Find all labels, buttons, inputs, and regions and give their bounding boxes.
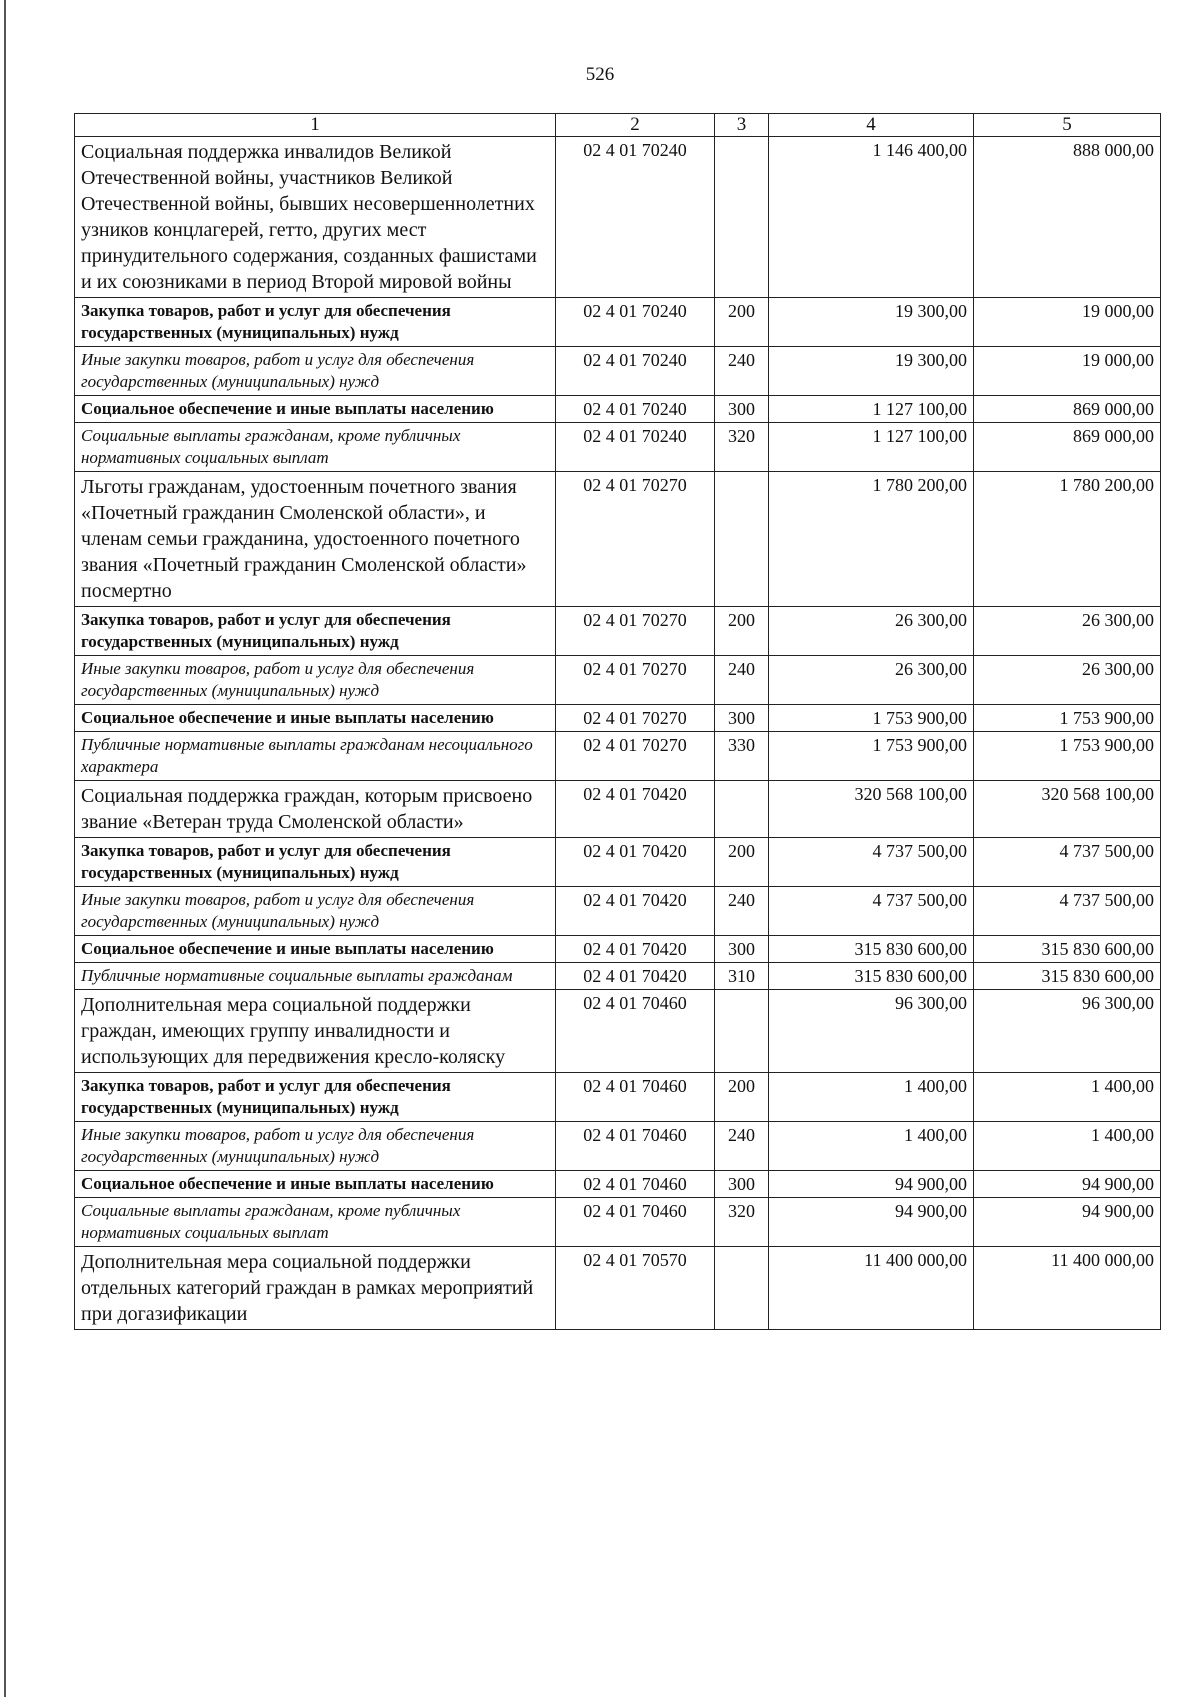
table-row: [75, 1171, 1161, 1198]
amount-year2-cell: 94 900,00: [974, 1171, 1161, 1198]
row-name-cell: Закупка товаров, работ и услуг для обеспечения государственных (муниципальных) нужд: [75, 607, 556, 656]
expense-type-cell: 320: [715, 423, 769, 472]
row-name-cell: Закупка товаров, работ и услуг для обеспечения государственных (муниципальных) нужд: [75, 1073, 556, 1122]
column-number-header: 5: [974, 114, 1161, 137]
amount-year1-cell: 1 400,00: [769, 1122, 974, 1171]
amount-year1-cell: 4 737 500,00: [769, 838, 974, 887]
table-row: [75, 887, 1161, 936]
row-name-cell: Дополнительная мера социальной поддержки отдельных категорий граждан в рамках мероприятий при догазификации: [75, 1247, 556, 1330]
amount-year1-cell: 320 568 100,00: [769, 781, 974, 838]
table-row: [75, 472, 1161, 607]
amount-year2-cell: 96 300,00: [974, 990, 1161, 1073]
target-code-cell: 02 4 01 70420: [556, 838, 715, 887]
amount-year1-cell: 1 780 200,00: [769, 472, 974, 607]
table-row: [75, 838, 1161, 887]
target-code-cell: 02 4 01 70420: [556, 936, 715, 963]
amount-year2-cell: 1 400,00: [974, 1073, 1161, 1122]
table-row: [75, 607, 1161, 656]
target-code-cell: 02 4 01 70570: [556, 1247, 715, 1330]
table-row: [75, 990, 1161, 1073]
amount-year1-cell: 96 300,00: [769, 990, 974, 1073]
amount-year2-cell: 4 737 500,00: [974, 887, 1161, 936]
target-code-cell: 02 4 01 70460: [556, 1171, 715, 1198]
target-code-cell: 02 4 01 70460: [556, 990, 715, 1073]
expense-type-cell: 240: [715, 347, 769, 396]
amount-year2-cell: 869 000,00: [974, 396, 1161, 423]
table-row: [75, 1198, 1161, 1247]
row-name-cell: Социальные выплаты гражданам, кроме публичных нормативных социальных выплат: [75, 423, 556, 472]
table-row: [75, 423, 1161, 472]
target-code-cell: 02 4 01 70460: [556, 1122, 715, 1171]
target-code-cell: 02 4 01 70240: [556, 423, 715, 472]
expense-type-cell: 200: [715, 838, 769, 887]
amount-year1-cell: 4 737 500,00: [769, 887, 974, 936]
amount-year2-cell: 888 000,00: [974, 137, 1161, 298]
target-code-cell: 02 4 01 70270: [556, 656, 715, 705]
row-name-cell: Социальное обеспечение и иные выплаты населению: [75, 396, 556, 423]
expense-type-cell: 300: [715, 936, 769, 963]
amount-year2-cell: 1 780 200,00: [974, 472, 1161, 607]
amount-year2-cell: 1 753 900,00: [974, 705, 1161, 732]
target-code-cell: 02 4 01 70420: [556, 963, 715, 990]
row-name-cell: Социальная поддержка инвалидов Великой Отечественной войны, участников Великой Отечественной войны, бывших несовершеннолетних узников концлагерей, гетто, других мест принудительного содержания, созданных фашистами и их союзниками в период Второй мировой войны: [75, 137, 556, 298]
row-name-cell: Социальное обеспечение и иные выплаты населению: [75, 705, 556, 732]
table-row: [75, 396, 1161, 423]
amount-year2-cell: 869 000,00: [974, 423, 1161, 472]
amount-year1-cell: 1 753 900,00: [769, 705, 974, 732]
amount-year1-cell: 19 300,00: [769, 347, 974, 396]
target-code-cell: 02 4 01 70240: [556, 298, 715, 347]
table-row: [75, 656, 1161, 705]
amount-year2-cell: 19 000,00: [974, 298, 1161, 347]
amount-year1-cell: 19 300,00: [769, 298, 974, 347]
expense-type-cell: 200: [715, 298, 769, 347]
target-code-cell: 02 4 01 70270: [556, 732, 715, 781]
amount-year1-cell: 1 146 400,00: [769, 137, 974, 298]
amount-year1-cell: 315 830 600,00: [769, 963, 974, 990]
table-row: [75, 1247, 1161, 1330]
column-number-header: 3: [715, 114, 769, 137]
target-code-cell: 02 4 01 70420: [556, 887, 715, 936]
amount-year2-cell: 19 000,00: [974, 347, 1161, 396]
expense-type-cell: [715, 137, 769, 298]
amount-year1-cell: 11 400 000,00: [769, 1247, 974, 1330]
amount-year1-cell: 1 753 900,00: [769, 732, 974, 781]
amount-year2-cell: 11 400 000,00: [974, 1247, 1161, 1330]
expense-type-cell: 330: [715, 732, 769, 781]
target-code-cell: 02 4 01 70420: [556, 781, 715, 838]
amount-year1-cell: 1 400,00: [769, 1073, 974, 1122]
row-name-cell: Социальная поддержка граждан, которым присвоено звание «Ветеран труда Смоленской области»: [75, 781, 556, 838]
row-name-cell: Публичные нормативные социальные выплаты гражданам: [75, 963, 556, 990]
target-code-cell: 02 4 01 70460: [556, 1073, 715, 1122]
expense-type-cell: 240: [715, 887, 769, 936]
table-row: [75, 732, 1161, 781]
amount-year2-cell: 26 300,00: [974, 656, 1161, 705]
amount-year2-cell: 26 300,00: [974, 607, 1161, 656]
row-name-cell: Дополнительная мера социальной поддержки граждан, имеющих группу инвалидности и использующих для передвижения кресло-коляску: [75, 990, 556, 1073]
target-code-cell: 02 4 01 70270: [556, 705, 715, 732]
row-name-cell: Закупка товаров, работ и услуг для обеспечения государственных (муниципальных) нужд: [75, 298, 556, 347]
amount-year1-cell: 94 900,00: [769, 1171, 974, 1198]
expense-type-cell: [715, 472, 769, 607]
row-name-cell: Закупка товаров, работ и услуг для обеспечения государственных (муниципальных) нужд: [75, 838, 556, 887]
expense-type-cell: [715, 781, 769, 838]
column-number-row: [75, 114, 1161, 137]
row-name-cell: Иные закупки товаров, работ и услуг для обеспечения государственных (муниципальных) нужд: [75, 656, 556, 705]
row-name-cell: Льготы гражданам, удостоенным почетного звания «Почетный гражданин Смоленской области», и членам семьи гражданина, удостоенного почетного звания «Почетный гражданин Смоленской области» посмертно: [75, 472, 556, 607]
target-code-cell: 02 4 01 70240: [556, 347, 715, 396]
amount-year2-cell: 1 400,00: [974, 1122, 1161, 1171]
amount-year2-cell: 1 753 900,00: [974, 732, 1161, 781]
target-code-cell: 02 4 01 70270: [556, 472, 715, 607]
table-row: [75, 298, 1161, 347]
amount-year1-cell: 1 127 100,00: [769, 423, 974, 472]
amount-year2-cell: 315 830 600,00: [974, 963, 1161, 990]
scan-edge-line: [4, 0, 6, 1697]
column-number-header: 4: [769, 114, 974, 137]
row-name-cell: Публичные нормативные выплаты гражданам несоциального характера: [75, 732, 556, 781]
expense-type-cell: 310: [715, 963, 769, 990]
table-row: [75, 137, 1161, 298]
expense-type-cell: [715, 1247, 769, 1330]
table-row: [75, 705, 1161, 732]
target-code-cell: 02 4 01 70240: [556, 396, 715, 423]
target-code-cell: 02 4 01 70270: [556, 607, 715, 656]
expense-type-cell: 200: [715, 607, 769, 656]
table-row: [75, 1073, 1161, 1122]
amount-year1-cell: 94 900,00: [769, 1198, 974, 1247]
row-name-cell: Иные закупки товаров, работ и услуг для обеспечения государственных (муниципальных) нужд: [75, 887, 556, 936]
expense-type-cell: 300: [715, 396, 769, 423]
row-name-cell: Социальные выплаты гражданам, кроме публичных нормативных социальных выплат: [75, 1198, 556, 1247]
amount-year2-cell: 315 830 600,00: [974, 936, 1161, 963]
page-number: 526: [585, 64, 615, 85]
table-row: [75, 963, 1161, 990]
column-number-header: 2: [556, 114, 715, 137]
amount-year2-cell: 4 737 500,00: [974, 838, 1161, 887]
expense-type-cell: 200: [715, 1073, 769, 1122]
row-name-cell: Иные закупки товаров, работ и услуг для обеспечения государственных (муниципальных) нужд: [75, 347, 556, 396]
amount-year1-cell: 26 300,00: [769, 656, 974, 705]
row-name-cell: Иные закупки товаров, работ и услуг для обеспечения государственных (муниципальных) нужд: [75, 1122, 556, 1171]
budget-table: [74, 113, 1161, 1330]
table-row: [75, 1122, 1161, 1171]
amount-year2-cell: 320 568 100,00: [974, 781, 1161, 838]
amount-year1-cell: 315 830 600,00: [769, 936, 974, 963]
table-row: [75, 347, 1161, 396]
table-body: [75, 137, 1161, 1330]
amount-year1-cell: 1 127 100,00: [769, 396, 974, 423]
target-code-cell: 02 4 01 70240: [556, 137, 715, 298]
row-name-cell: Социальное обеспечение и иные выплаты населению: [75, 936, 556, 963]
target-code-cell: 02 4 01 70460: [556, 1198, 715, 1247]
table-row: [75, 781, 1161, 838]
amount-year1-cell: 26 300,00: [769, 607, 974, 656]
column-number-header: 1: [75, 114, 556, 137]
expense-type-cell: 300: [715, 1171, 769, 1198]
expense-type-cell: 240: [715, 1122, 769, 1171]
row-name-cell: Социальное обеспечение и иные выплаты населению: [75, 1171, 556, 1198]
expense-type-cell: 300: [715, 705, 769, 732]
expense-type-cell: 240: [715, 656, 769, 705]
amount-year2-cell: 94 900,00: [974, 1198, 1161, 1247]
expense-type-cell: [715, 990, 769, 1073]
table-row: [75, 936, 1161, 963]
expense-type-cell: 320: [715, 1198, 769, 1247]
